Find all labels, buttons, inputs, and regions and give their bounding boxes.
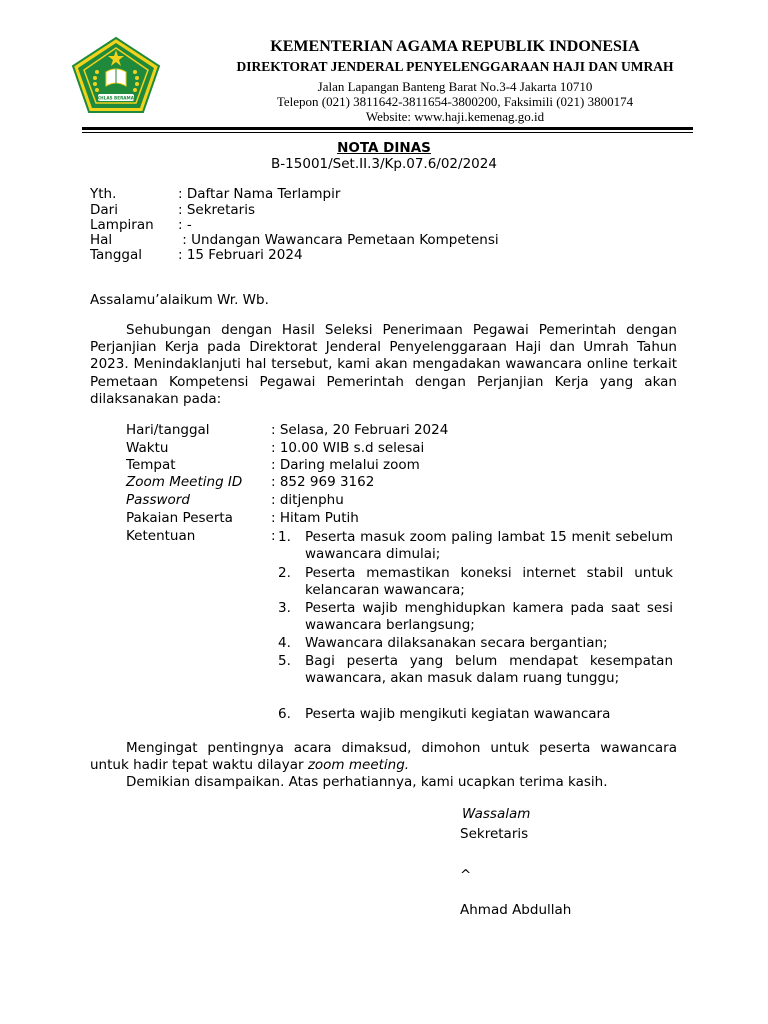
field-value-tanggal: : 15 Februari 2024 (178, 247, 303, 263)
signature-salutation: Wassalam (462, 806, 531, 822)
detail-label-place: Tempat (126, 457, 176, 473)
detail-value-zoom-id: : 852 969 3162 (271, 474, 375, 490)
field-value-dari: : Sekretaris (178, 202, 255, 218)
letterhead-divider-thick (82, 127, 693, 130)
letterhead-address: Jalan Lapangan Banteng Barat No.3-4 Jakarta 10710 (317, 79, 593, 94)
field-value-hal: : Undangan Wawancara Pemetaan Kompetensi (178, 232, 499, 248)
signature-mark: ^ (460, 867, 472, 883)
closing-thanks-text: Demikian disampaikan. Atas perhatiannya, kami ucapkan terima kasih. (126, 774, 608, 790)
closing-thanks-paragraph (90, 774, 677, 791)
rule-text: Peserta wajib menghidupkan kamera pada saat sesi wawancara berlangsung; (305, 600, 673, 634)
closing-paragraph (90, 740, 677, 774)
rule-text: Bagi peserta yang belum mendapat kesempatan wawancara, akan masuk dalam ruang tunggu; (305, 653, 673, 687)
rule-text: Peserta masuk zoom paling lambat 15 menit sebelum wawancara dimulai; (305, 529, 673, 563)
detail-label-password: Password (126, 492, 190, 508)
field-value-lampiran: : - (178, 217, 192, 233)
detail-label-date: Hari/tanggal (126, 422, 210, 438)
rule-number: 4. (278, 635, 291, 651)
rule-text: Peserta memastikan koneksi internet stabil untuk kelancaran wawancara; (305, 565, 673, 599)
rule-text: Wawancara dilaksanakan secara bergantian; (305, 635, 608, 651)
rule-number: 6. (278, 706, 291, 722)
svg-text:IKHLAS BERAMAL: IKHLAS BERAMAL (95, 95, 137, 101)
rule-number: 3. (278, 600, 291, 616)
signature-name: Ahmad Abdullah (460, 902, 572, 918)
signature-position: Sekretaris (460, 826, 529, 842)
detail-value-date: : Selasa, 20 Februari 2024 (271, 422, 449, 438)
detail-value-attire: : Hitam Putih (271, 510, 359, 526)
rule-number: 2. (278, 565, 291, 581)
detail-value-time: : 10.00 WIB s.d selesai (271, 440, 425, 456)
kemenag-logo (70, 36, 162, 114)
letterhead-phone: Telepon (021) 3811642-3811654-3800200, Faksimili (021) 3800174 (276, 94, 634, 109)
detail-value-place: : Daring melalui zoom (271, 457, 420, 473)
letterhead-divider-thin (82, 132, 693, 133)
field-value-yth: : Daftar Nama Terlampir (178, 186, 341, 202)
field-label-yth: Yth. (90, 186, 117, 202)
rule-number: 5. (278, 653, 291, 669)
letterhead-directorate: DIREKTORAT JENDERAL PENYELENGGARAAN HAJI DAN UMRAH (236, 59, 674, 74)
detail-value-password: : ditjenphu (271, 492, 344, 508)
intro-text: Sehubungan dengan Hasil Seleksi Penerimaan Pegawai Pemerintah dengan Perjanjian Kerja pada Direktorat Jenderal Penyelenggaraan Haji dan Umrah Tahun 2023. Menindaklanjuti hal tersebut, kami akan mengadakan wawancara online terkait Pemetaan Kompetensi Pegawai Pemerintah dengan Perjanjian Kerja yang akan dilaksanakan pada: (90, 322, 677, 407)
closing-text: Mengingat pentingnya acara dimaksud, dimohon untuk peserta wawancara untuk hadir tepat waktu dilayar (90, 740, 677, 774)
field-label-hal: Hal (90, 232, 113, 248)
rule-text: Peserta wajib mengikuti kegiatan wawancara (305, 706, 611, 722)
detail-value-rules: : (271, 528, 276, 544)
detail-label-time: Waktu (126, 440, 169, 456)
field-label-lampiran: Lampiran (90, 217, 154, 233)
field-label-dari: Dari (90, 202, 118, 218)
document-number: B-15001/Set.II.3/Kp.07.6/02/2024 (271, 156, 497, 172)
detail-label-zoom-id: Zoom Meeting ID (126, 474, 243, 490)
greeting: Assalamu’alaikum Wr. Wb. (90, 292, 269, 308)
document-title: NOTA DINAS (337, 140, 431, 156)
field-label-tanggal: Tanggal (90, 247, 143, 263)
letterhead-ministry: KEMENTERIAN AGAMA REPUBLIK INDONESIA (270, 38, 640, 55)
rule-number: 1. (278, 529, 291, 545)
detail-label-attire: Pakaian Peserta (126, 510, 233, 526)
detail-label-rules: Ketentuan (126, 528, 196, 544)
intro-paragraph (90, 322, 677, 408)
letterhead-website: Website: www.haji.kemenag.go.id (365, 109, 545, 124)
closing-zoom-meeting: zoom meeting. (307, 757, 410, 774)
